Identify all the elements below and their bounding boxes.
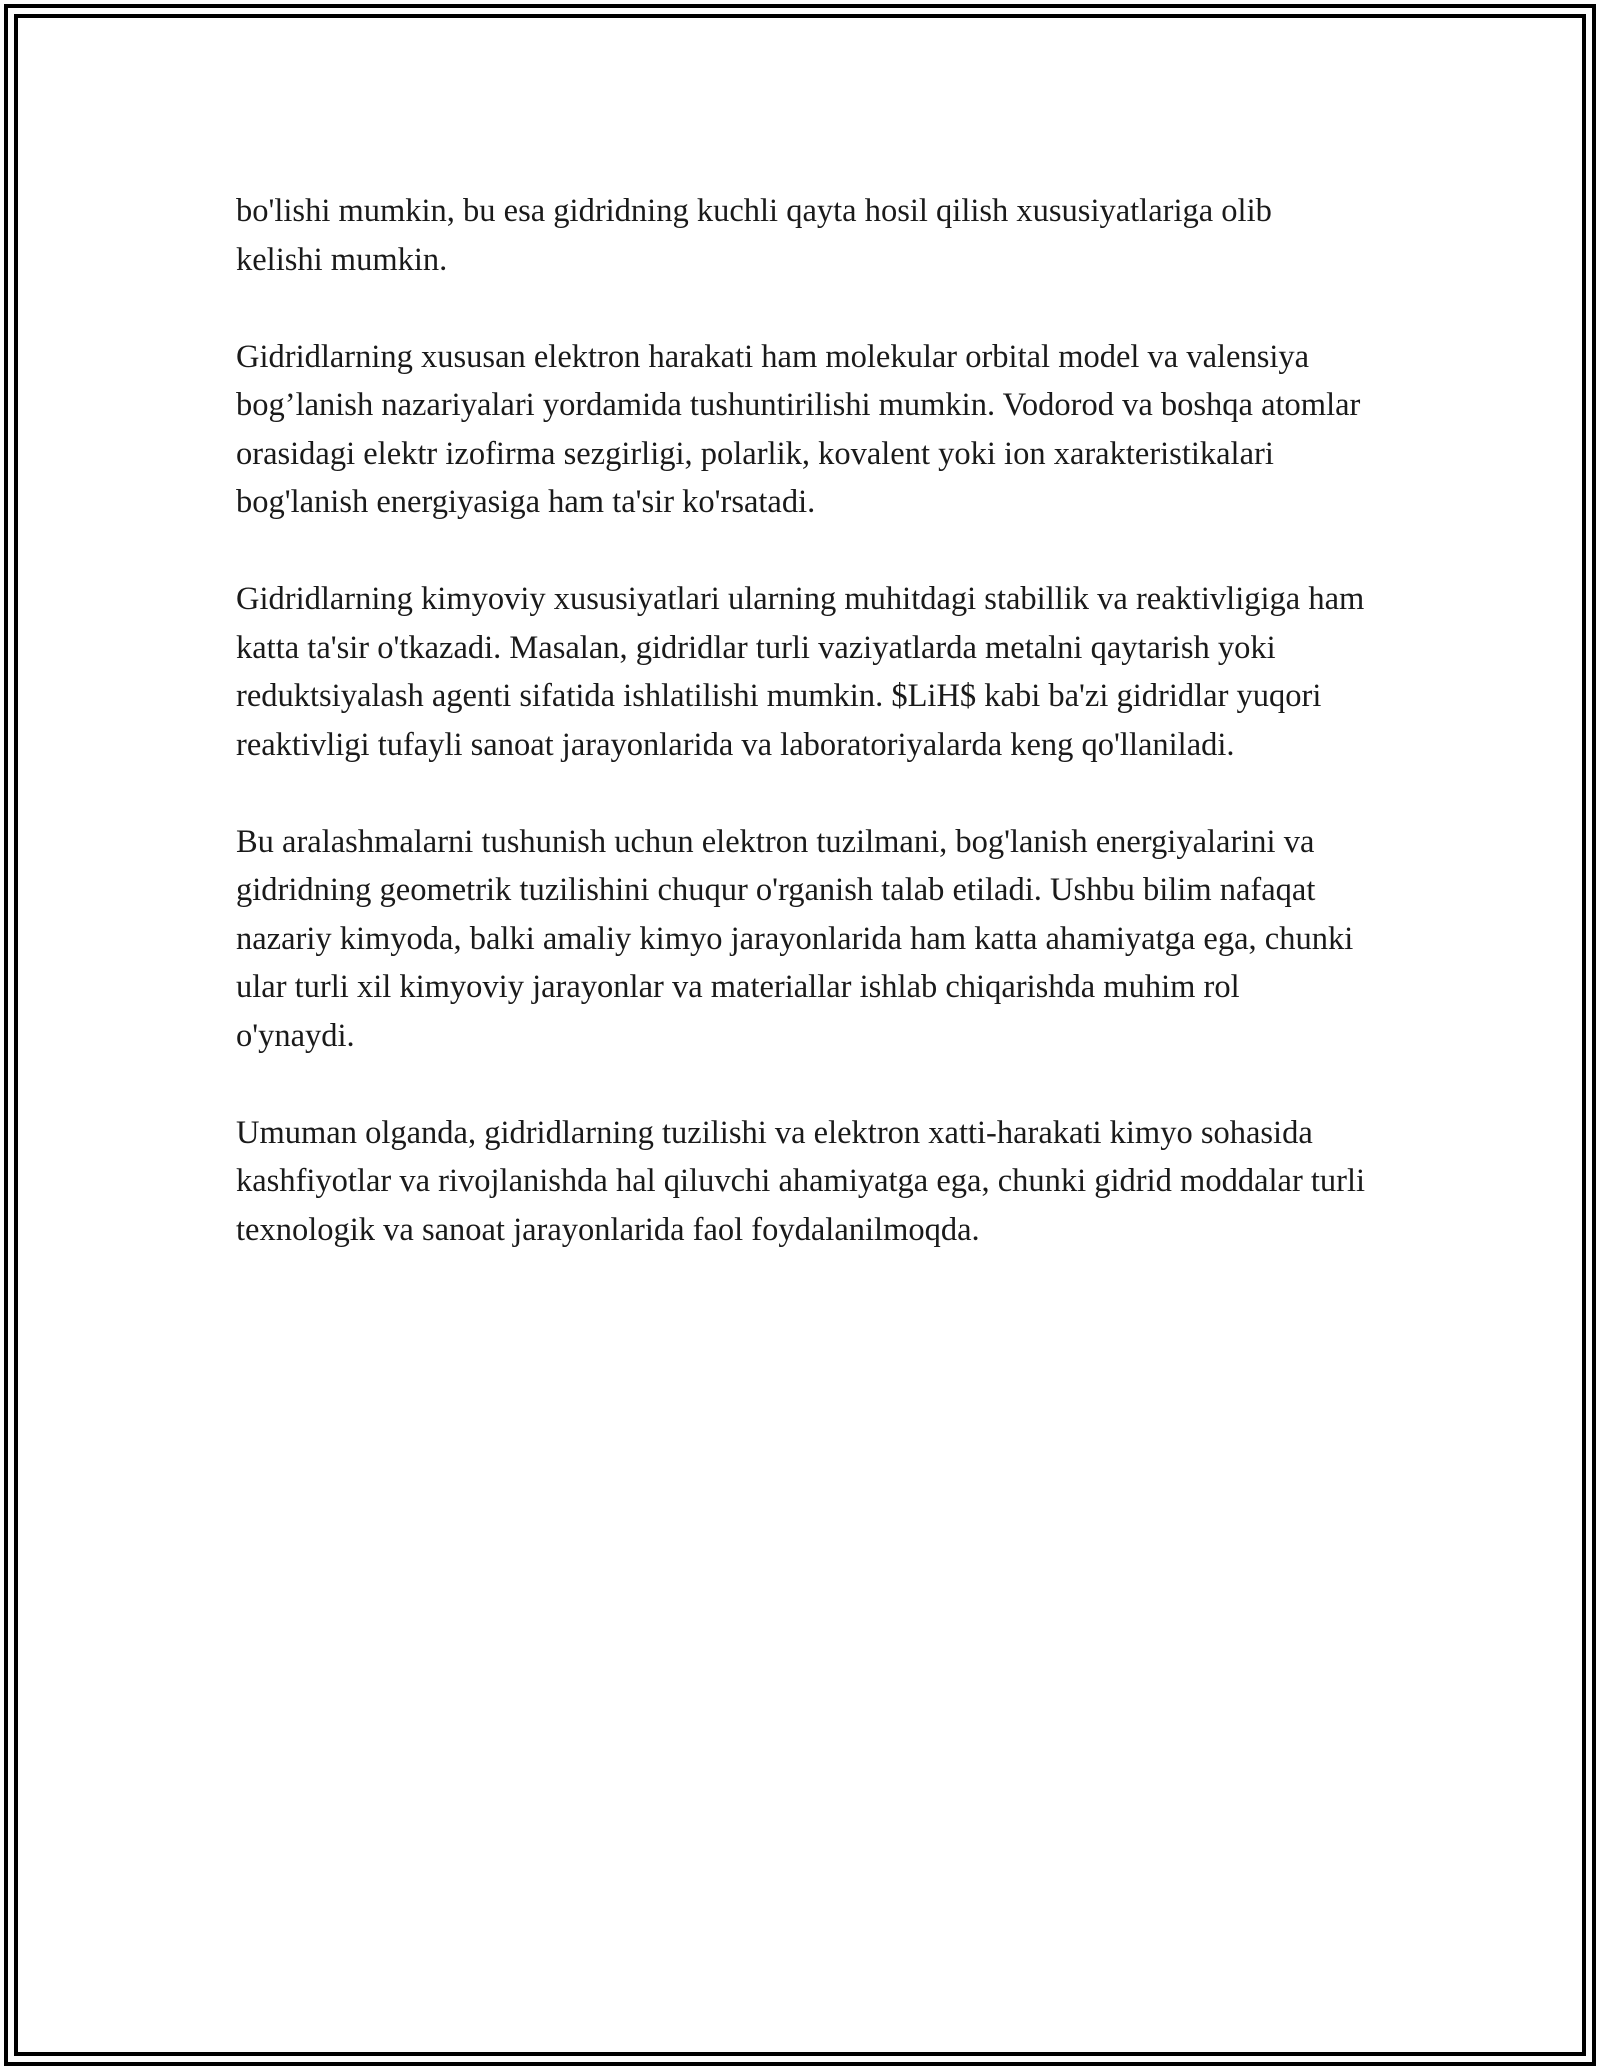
paragraph-3: Gidridlarning kimyoviy xususiyatlari ularning muhitdagi stabillik va reaktivligiga ham katta ta'sir o'tkazadi. Masalan, gidridlar turli vaziyatlarda metalni qaytarish yoki reduktsiyalash agenti sifatida ishlatilishi mumkin. $LiH$ kabi ba'zi gidridlar yuqori reaktivligi tufayli sanoat jarayonlarida va laboratoriyalarda keng qo'llaniladi. bbox=[236, 581, 1365, 763]
paragraph-2: Gidridlarning xususan elektron harakati ham molekular orbital model va valensiya bog’lanish nazariyalari yordamida tushuntirilishi mumkin. Vodorod va boshqa atomlar orasidagi elektr izofirma sezgirligi, polarlik, kovalent yoki ion xarakteristikalari bog'lanish energiyasiga ham ta'sir ko'rsatadi. bbox=[236, 338, 1361, 520]
paragraph-4: Bu aralashmalarni tushunish uchun elektron tuzilmani, bog'lanish energiyalarini va gidridning geometrik tuzilishini chuqur o'rganish talab etiladi. Ushbu bilim nafaqat nazariy kimyoda, balki amaliy kimyo jarayonlarida ham katta ahamiyatga ega, chunki ular turli xil kimyoviy jarayonlar va materiallar ishlab chiqarishda muhim rol o'ynaydi. bbox=[236, 823, 1354, 1054]
document-body bbox=[236, 187, 1366, 1303]
paragraph-1: bo'lishi mumkin, bu esa gidridning kuchli qayta hosil qilish xususiyatlariga olib kelishi mumkin. bbox=[236, 193, 1272, 278]
paragraph-5: Umuman olganda, gidridlarning tuzilishi va elektron xatti-harakati kimyo sohasida kashfiyotlar va rivojlanishda hal qiluvchi ahamiyatga ega, chunki gidrid moddalar turli texnologik va sanoat jarayonlarida faol foydalanilmoqda. bbox=[236, 1114, 1366, 1248]
